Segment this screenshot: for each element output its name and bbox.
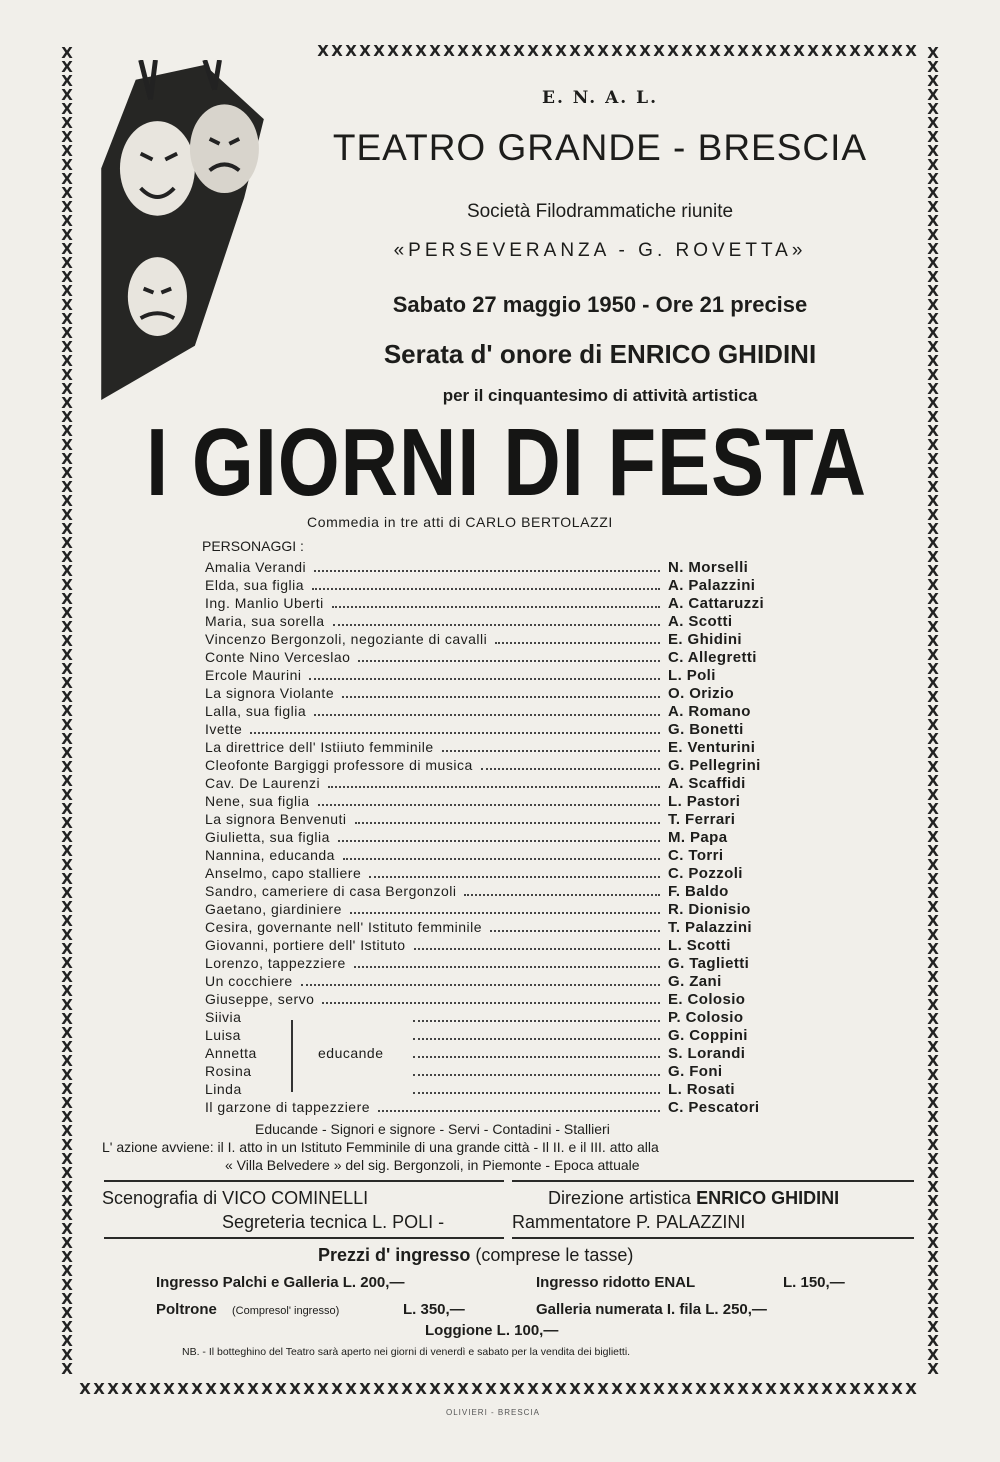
- cast-label: PERSONAGGI :: [202, 538, 304, 554]
- role-name: Giovanni, portiere dell' Istituto: [205, 937, 406, 953]
- role-cell: [205, 1026, 660, 1044]
- play-title: I GIORNI DI FESTA: [146, 409, 867, 516]
- leader-dots: [369, 872, 660, 878]
- cast-row: [205, 846, 845, 864]
- border-bottom: X X X X X X X X X X X X X X X X X X X X X X X X X X X X X X X X X X X X X X X X X X X X X X X X X X X X X X X X X X X X: [79, 1380, 917, 1398]
- price-poltrone: L. 350,—: [403, 1301, 465, 1318]
- role-name: Gaetano, giardiniere: [205, 901, 342, 917]
- setting-line-1: L' azione avviene: il I. atto in un Istituto Femminile di una grande città - Il II. e il III. atto alla: [102, 1139, 659, 1155]
- actor-name: R. Dionisio: [668, 901, 751, 918]
- cast-row: [205, 666, 845, 684]
- leader-dots: [414, 944, 661, 950]
- direction-label: Direzione artistica: [548, 1188, 692, 1208]
- performance-date: Sabato 27 maggio 1950 - Ore 21 precise: [392, 292, 808, 317]
- role-name: Ing. Manlio Uberti: [205, 595, 324, 611]
- cast-row: [205, 1008, 845, 1026]
- role-cell: [205, 720, 660, 738]
- role-cell: [205, 972, 660, 990]
- cast-row: [205, 864, 845, 882]
- printer-credit: OLIVIERI - BRESCIA: [446, 1408, 541, 1417]
- actor-name: G. Taglietti: [668, 955, 750, 972]
- leader-dots: [413, 1088, 660, 1094]
- actor-name: E. Colosio: [668, 991, 746, 1008]
- prices-heading: Prezzi d' ingresso: [318, 1245, 471, 1265]
- leader-dots: [354, 962, 660, 968]
- leader-dots: [333, 620, 661, 626]
- role-cell: [205, 864, 660, 882]
- actor-name: M. Papa: [668, 829, 728, 846]
- actor-name: G. Coppini: [668, 1027, 748, 1044]
- educande-bracket: [291, 1020, 293, 1092]
- role-cell: [205, 648, 660, 666]
- price-ridotto: L. 150,—: [783, 1274, 845, 1291]
- leader-dots: [481, 764, 660, 770]
- role-cell: [205, 630, 660, 648]
- role-name: Vincenzo Bergonzoli, negoziante di cavalli: [205, 631, 488, 647]
- divider: [512, 1180, 914, 1182]
- role-name: La direttrice dell' Istiiuto femminile: [205, 739, 434, 755]
- cast-row: [205, 828, 845, 846]
- actor-name: C. Allegretti: [668, 649, 757, 666]
- role-name: Annetta: [205, 1045, 257, 1061]
- actor-name: A. Scaffidi: [668, 775, 746, 792]
- actor-name: G. Foni: [668, 1063, 723, 1080]
- actor-name: L. Scotti: [668, 937, 731, 954]
- leader-dots: [301, 980, 660, 986]
- role-cell: [205, 774, 660, 792]
- role-cell: [205, 612, 660, 630]
- role-cell: [205, 738, 660, 756]
- role-cell: [205, 828, 660, 846]
- secretary-credit: Segreteria tecnica L. POLI -: [222, 1212, 445, 1232]
- leader-dots: [338, 836, 660, 842]
- leader-dots: [413, 1070, 660, 1076]
- leader-dots: [464, 890, 660, 896]
- direction-credit: [548, 1188, 839, 1209]
- divider: [104, 1180, 504, 1182]
- extras-line: Educande - Signori e signore - Servi - Contadini - Stallieri: [255, 1121, 610, 1137]
- actor-name: S. Lorandi: [668, 1045, 746, 1062]
- cast-row: [205, 594, 845, 612]
- box-office-note: NB. - Il botteghino del Teatro sarà aperto nei giorni di venerdì e sabato per la vendita dei biglietti.: [182, 1346, 631, 1358]
- actor-name: A. Scotti: [668, 613, 733, 630]
- role-cell: [205, 558, 660, 576]
- leader-dots: [355, 818, 660, 824]
- role-cell: [205, 1044, 660, 1062]
- cast-row: [205, 1026, 845, 1044]
- leader-dots: [413, 1016, 660, 1022]
- cast-row: [205, 558, 845, 576]
- companies-line: «PERSEVERANZA - G. ROVETTA»: [393, 240, 807, 261]
- role-name: Conte Nino Verceslao: [205, 649, 351, 665]
- actor-name: T. Palazzini: [668, 919, 752, 936]
- actor-name: A. Romano: [668, 703, 751, 720]
- role-cell: [205, 954, 660, 972]
- educande-label: educande: [318, 1045, 384, 1061]
- role-cell: [205, 756, 660, 774]
- cast-row: [205, 918, 845, 936]
- price-palchi: Ingresso Palchi e Galleria L. 200,—: [156, 1274, 405, 1291]
- honour-line: Serata d' onore di ENRICO GHIDINI: [383, 339, 817, 369]
- role-name: Amalia Verandi: [205, 559, 307, 575]
- role-name: Nannina, educanda: [205, 847, 335, 863]
- leader-dots: [318, 800, 660, 806]
- actor-name: G. Bonetti: [668, 721, 744, 738]
- cast-row: [205, 648, 845, 666]
- price-ridotto-label: Ingresso ridotto ENAL: [536, 1274, 696, 1291]
- cast-row: [205, 1098, 845, 1116]
- role-cell: [205, 792, 660, 810]
- cast-row: [205, 1080, 845, 1098]
- leader-dots: [378, 1106, 660, 1112]
- actor-name: L. Pastori: [668, 793, 741, 810]
- actor-name: E. Venturini: [668, 739, 756, 756]
- price-galleria: Galleria numerata I. fila L. 250,—: [536, 1301, 767, 1318]
- leader-dots: [413, 1034, 660, 1040]
- role-cell: [205, 666, 660, 684]
- role-cell: [205, 918, 660, 936]
- role-cell: [205, 1008, 660, 1026]
- leader-dots: [490, 926, 660, 932]
- role-cell: [205, 810, 660, 828]
- cast-row: [205, 990, 845, 1008]
- role-name: Elda, sua figlia: [205, 577, 305, 593]
- role-cell: [205, 1098, 660, 1116]
- actor-name: E. Ghidini: [668, 631, 742, 648]
- leader-dots: [332, 602, 660, 608]
- border-top: X X X X X X X X X X X X X X X X X X X X X X X X X X X X X X X X X X X X X X X X X X X: [317, 42, 917, 60]
- org-name: E. N. A. L.: [542, 88, 658, 108]
- role-name: Il garzone di tappezziere: [205, 1099, 371, 1115]
- role-name: Luisa: [205, 1027, 241, 1043]
- cast-row: [205, 720, 845, 738]
- actor-name: N. Morselli: [668, 559, 749, 576]
- leader-dots: [250, 728, 660, 734]
- scenography-credit: Scenografia di VICO COMINELLI: [102, 1188, 369, 1208]
- prices-title: [318, 1245, 633, 1266]
- leader-dots: [312, 584, 660, 590]
- role-cell: [205, 594, 660, 612]
- price-poltrone-label: Poltrone: [156, 1301, 217, 1318]
- cast-list: [205, 558, 845, 1116]
- actor-name: L. Rosati: [668, 1081, 735, 1098]
- role-name: Linda: [205, 1081, 242, 1097]
- leader-dots: [442, 746, 660, 752]
- cast-row: [205, 576, 845, 594]
- cast-row: [205, 1044, 845, 1062]
- border-left: X X X X X X X X X X X X X X X X X X X X X X X X X X X X X X X X X X X X X X X X X X X X X X X X X X X X X X X X X X X X X X X X X X X X X X X X X X X X X X X X X X X X X X X X X X X X X X X: [61, 44, 73, 1378]
- role-cell: [205, 1080, 660, 1098]
- role-cell: [205, 684, 660, 702]
- role-cell: [205, 702, 660, 720]
- theatre-masks-illustration: [95, 60, 275, 400]
- role-cell: [205, 990, 660, 1008]
- role-cell: [205, 900, 660, 918]
- cast-row: [205, 810, 845, 828]
- leader-dots: [495, 638, 660, 644]
- role-name: Ivette: [205, 721, 243, 737]
- actor-name: C. Torri: [668, 847, 724, 864]
- setting-line-2: « Villa Belvedere » del sig. Bergonzoli, in Piemonte - Epoca attuale: [225, 1157, 640, 1173]
- actor-name: C. Pozzoli: [668, 865, 743, 882]
- border-right: X X X X X X X X X X X X X X X X X X X X X X X X X X X X X X X X X X X X X X X X X X X X X X X X X X X X X X X X X X X X X X X X X X X X X X X X X X X X X X X X X X X X X X X X X X X X X X X: [927, 44, 939, 1378]
- role-name: Nene, sua figlia: [205, 793, 310, 809]
- role-name: Sandro, cameriere di casa Bergonzoli: [205, 883, 457, 899]
- role-name: Giuseppe, servo: [205, 991, 315, 1007]
- leader-dots: [309, 674, 660, 680]
- role-name: Cesira, governante nell' Istituto femminile: [205, 919, 483, 935]
- play-subtitle: Commedia in tre atti di CARLO BERTOLAZZI: [307, 514, 613, 530]
- cast-row: [205, 684, 845, 702]
- leader-dots: [343, 854, 660, 860]
- price-loggione: Loggione L. 100,—: [425, 1322, 559, 1339]
- cast-row: [205, 882, 845, 900]
- cast-row: [205, 774, 845, 792]
- cast-row: [205, 756, 845, 774]
- occasion-line: per il cinquantesimo di attività artistica: [442, 386, 758, 405]
- role-cell: [205, 882, 660, 900]
- prices-tax-note: (comprese le tasse): [475, 1245, 634, 1265]
- leader-dots: [328, 782, 660, 788]
- divider: [512, 1237, 914, 1239]
- divider: [104, 1237, 504, 1239]
- price-poltrone-note: (Compresol' ingresso): [232, 1305, 340, 1317]
- cast-row: [205, 612, 845, 630]
- leader-dots: [413, 1052, 660, 1058]
- role-name: Maria, sua sorella: [205, 613, 325, 629]
- actor-name: A. Palazzini: [668, 577, 756, 594]
- cast-row: [205, 630, 845, 648]
- role-name: Cav. De Laurenzi: [205, 775, 321, 791]
- actor-name: F. Baldo: [668, 883, 729, 900]
- direction-name: ENRICO GHIDINI: [696, 1188, 840, 1208]
- leader-dots: [322, 998, 660, 1004]
- leader-dots: [358, 656, 660, 662]
- role-cell: [205, 846, 660, 864]
- cast-row: [205, 792, 845, 810]
- role-name: Anselmo, capo stalliere: [205, 865, 362, 881]
- role-name: Siivia: [205, 1009, 242, 1025]
- role-name: Lalla, sua figlia: [205, 703, 307, 719]
- role-name: La signora Violante: [205, 685, 335, 701]
- prompter-credit: Rammentatore P. PALAZZINI: [512, 1212, 746, 1232]
- actor-name: A. Cattaruzzi: [668, 595, 765, 612]
- actor-name: T. Ferrari: [668, 811, 736, 828]
- cast-row: [205, 1062, 845, 1080]
- role-cell: [205, 576, 660, 594]
- theatre-name: TEATRO GRANDE - BRESCIA: [332, 127, 868, 168]
- leader-dots: [342, 692, 660, 698]
- cast-row: [205, 954, 845, 972]
- cast-row: [205, 702, 845, 720]
- role-name: Rosina: [205, 1063, 252, 1079]
- role-name: La signora Benvenuti: [205, 811, 347, 827]
- actor-name: P. Colosio: [668, 1009, 744, 1026]
- actor-name: G. Zani: [668, 973, 722, 990]
- cast-row: [205, 738, 845, 756]
- role-name: Lorenzo, tappezziere: [205, 955, 346, 971]
- cast-row: [205, 936, 845, 954]
- leader-dots: [314, 566, 660, 572]
- actor-name: O. Orizio: [668, 685, 735, 702]
- role-cell: [205, 936, 660, 954]
- role-cell: [205, 1062, 660, 1080]
- role-name: Un cocchiere: [205, 973, 293, 989]
- actor-name: L. Poli: [668, 667, 716, 684]
- role-name: Giulietta, sua figlia: [205, 829, 330, 845]
- leader-dots: [314, 710, 660, 716]
- role-name: Ercole Maurini: [205, 667, 302, 683]
- actor-name: C. Pescatori: [668, 1099, 760, 1116]
- actor-name: G. Pellegrini: [668, 757, 761, 774]
- society-line: Società Filodrammatiche riunite: [466, 201, 734, 222]
- role-name: Cleofonte Bargiggi professore di musica: [205, 757, 473, 773]
- leader-dots: [350, 908, 660, 914]
- cast-row: [205, 972, 845, 990]
- cast-row: [205, 900, 845, 918]
